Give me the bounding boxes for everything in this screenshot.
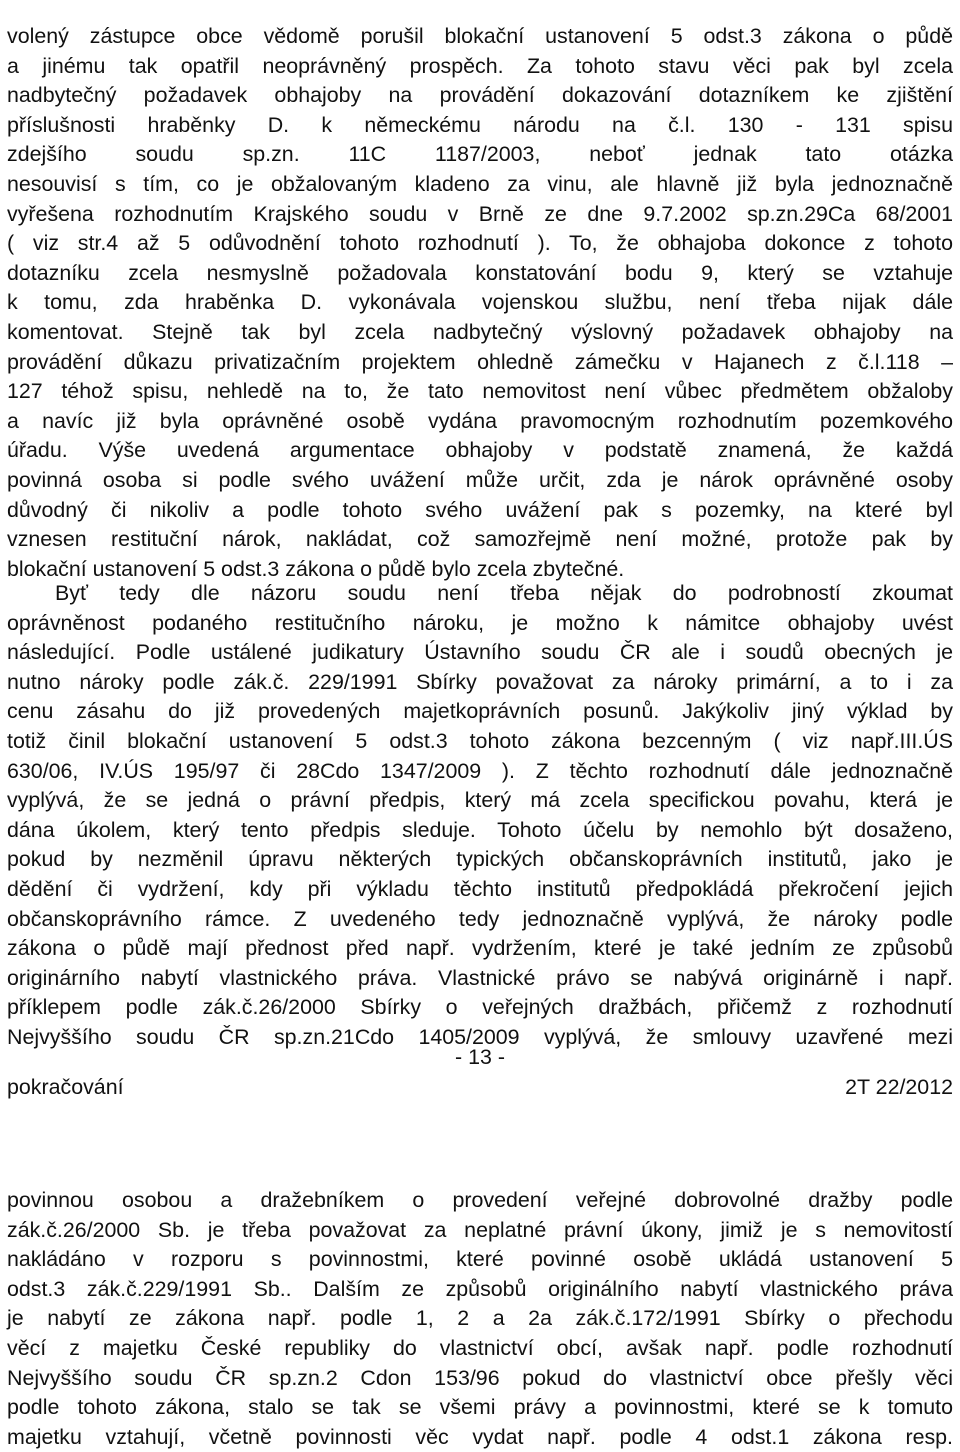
text-line: ( viz str.4 až 5 odůvodnění tohoto rozhodnutí ). To, že obhajoba dokonce z tohoto	[7, 231, 953, 256]
text-line: majetku vztahují, včetně povinnosti věc vydat např. podle 4 odst.1 zákona resp.	[7, 1424, 953, 1449]
text-line: k tomu, zda hraběnka D. vykonávala vojenskou službu, není třeba nijak dále	[7, 290, 953, 315]
text-line: oprávněnost podaného restitučního nároku, je možno k námitce obhajoby uvést	[7, 610, 953, 635]
text-line: důvodný či nikoliv a podle tohoto svého uvážení pak s pozemky, na které byl	[7, 497, 953, 522]
text-line: zák.č.26/2000 Sb. je třeba považovat za neplatné právní úkony, jimiž je s nemovitostí	[7, 1217, 953, 1242]
text-line: odst.3 zák.č.229/1991 Sb.. Dalším ze způsobů originálního nabytí vlastnického práva	[7, 1276, 953, 1301]
text-line: příslušnosti hraběnky D. k německému národu na č.l. 130 - 131 spisu	[7, 112, 953, 137]
text-line: Byť tedy dle názoru soudu není třeba nějak do podrobností zkoumat	[55, 581, 953, 605]
text-line: nutno nároky podle zák.č. 229/1991 Sbírky považovat za nároky primární, a to i za	[7, 669, 953, 694]
paragraph-top	[7, 22, 953, 584]
text-line: věcí z majetku České republiky do vlastnictví obcí, avšak např. podle rozhodnutí	[7, 1335, 953, 1360]
text-line: příklepem podle zák.č.26/2000 Sbírky o veřejných dražbách, přičemž z rozhodnutí	[7, 995, 953, 1020]
text-line: občanskoprávního rámce. Z uvedeného tedy jednoznačně vyplývá, že nároky podle	[7, 906, 953, 931]
text-line: 630/06, IV.ÚS 195/97 či 28Cdo 1347/2009 ). Z těchto rozhodnutí dále jednoznačně	[7, 758, 953, 783]
text-line: následující. Podle ustálené judikatury Ústavního soudu ČR ale i soudů obecných je	[7, 640, 953, 665]
text-line: vyřešena rozhodnutím Krajského soudu v Brně ze dne 9.7.2002 sp.zn.29Ca 68/2001	[7, 201, 953, 226]
text-line: blokační ustanovení 5 odst.3 zákona o půdě bylo zcela zbytečné.	[7, 556, 625, 581]
paragraph-bottom	[7, 1186, 953, 1452]
text-line: povinná osoba si podle svého uvážení může určit, zda je nárok oprávněné osoby	[7, 467, 953, 492]
text-line: podle tohoto zákona, stalo se tak se všemi právy a povinnostmi, které se k tomuto	[7, 1395, 953, 1420]
text-line: nakládáno v rozporu s povinnostmi, které povinné osobě ukládá ustanovení 5	[7, 1247, 953, 1272]
continuation-label: pokračování	[7, 1075, 124, 1099]
text-line: povinnou osobou a dražebníkem o provedení veřejné dobrovolné dražby podle	[7, 1188, 953, 1212]
text-line: a navíc již byla oprávněné osobě vydána pravomocným rozhodnutím pozemkového	[7, 408, 953, 433]
text-line: je nabytí ze zákona např. podle 1, 2 a 2a zák.č.172/1991 Sbírky o přechodu	[7, 1306, 953, 1331]
text-line: komentovat. Stejně tak byl zcela nadbytečný výslovný požadavek obhajoby na	[7, 319, 953, 344]
text-line: úřadu. Výše uvedená argumentace obhajoby v podstatě znamená, že každá	[7, 438, 953, 463]
page-number: - 13 -	[455, 1045, 505, 1069]
text-line: provádění důkazu privatizačním projektem ohledně zámečku v Hajanech z č.l.118 –	[7, 349, 953, 374]
text-line: originárního nabytí vlastnického práva. Vlastnické právo se nabývá originárně i např.	[7, 965, 953, 990]
text-line: dotazníku zcela nesmyslně požadovala konstatování bodu 9, který se vztahuje	[7, 260, 953, 285]
text-line: volený zástupce obce vědomě porušil blokační ustanovení 5 odst.3 zákona o půdě	[7, 24, 953, 48]
text-line: vznesen restituční nárok, nakládat, což samozřejmě není možné, protože pak by	[7, 527, 953, 552]
text-line: nesouvisí s tím, co je obžalovaným kladeno za vinu, ale hlavně již byla jednoznačně	[7, 171, 953, 196]
text-line: dědění či vydržení, kdy při výkladu těchto institutů předpokládá překročení jejich	[7, 876, 953, 901]
case-number: 2T 22/2012	[845, 1075, 953, 1099]
text-line: zdejšího soudu sp.zn. 11C 1187/2003, neboť jednak tato otázka	[7, 142, 953, 167]
text-line: Nejvyššího soudu ČR sp.zn.21Cdo 1405/2009 vyplývá, že smlouvy uzavřené mezi	[7, 1024, 953, 1049]
text-line: a jinému tak opatřil neoprávněný prospěch. Za tohoto stavu věci pak byl zcela	[7, 53, 953, 78]
text-line: nadbytečný požadavek obhajoby na provádění dokazování dotazníkem ke zjištění	[7, 83, 953, 108]
text-line: totiž činil blokační ustanovení 5 odst.3 tohoto zákona bezcenným ( viz např.III.ÚS	[7, 728, 953, 753]
text-line: Nejvyššího soudu ČR sp.zn.2 Cdon 153/96 pokud do vlastnictví obce přešly věci	[7, 1365, 953, 1390]
text-line: cenu zásahu do již provedených majetkoprávních posunů. Jakýkoliv jiný výklad by	[7, 699, 953, 724]
page-footer	[7, 1073, 953, 1103]
text-line: dána úkolem, který tento předpis sleduje. Tohoto účelu by nemohlo být dosaženo,	[7, 817, 953, 842]
text-line: zákona o půdě mají přednost před např. vydržením, které je také jedním ze způsobů	[7, 936, 953, 961]
text-line: 127 téhož spisu, nehledě na to, že tato nemovitost není vůbec předmětem obžaloby	[7, 379, 953, 404]
text-line: pokud by nezměnil úpravu některých typických občanskoprávních institutů, jako je	[7, 847, 953, 872]
paragraph-middle	[7, 579, 953, 1053]
text-line: vyplývá, že se jedná o právní předpis, který má zcela specifickou povahu, která je	[7, 788, 953, 813]
